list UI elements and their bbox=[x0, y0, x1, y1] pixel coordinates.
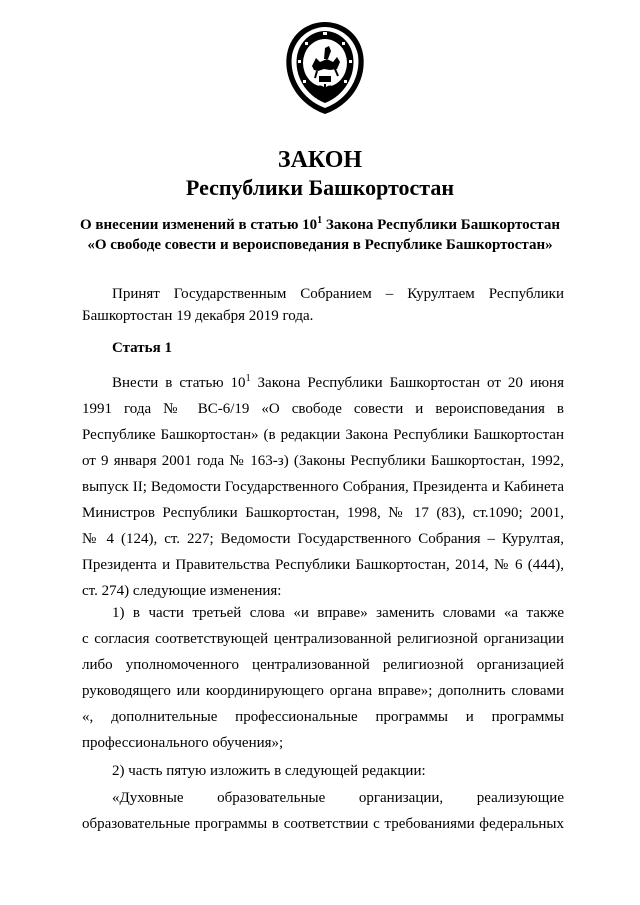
paragraph-line: ст. 274) следующие изменения: bbox=[82, 583, 282, 599]
accepted-line-1: Принят Государственным Собранием – Курултаем Республики bbox=[112, 286, 564, 302]
paragraph-line: с согласия соответствующей централизованной религиозной организации bbox=[82, 631, 564, 647]
paragraph-line: либо уполномоченного централизованной религиозной организацией bbox=[82, 657, 564, 673]
accepted-statement bbox=[82, 283, 564, 327]
paragraph-line: Республике Башкортостан» (в редакции Закона Республики Башкортостан bbox=[82, 427, 564, 443]
subtitle-line-1 bbox=[60, 215, 580, 235]
paragraph-line: профессионального обучения»; bbox=[82, 735, 284, 751]
article-1-item-1 bbox=[82, 600, 564, 756]
article-heading: Статья 1 bbox=[112, 340, 172, 356]
subtitle-line-1-superscript: 1 bbox=[317, 215, 323, 226]
paragraph-line: от 9 января 2001 года № 163-з) (Законы Республики Башкортостан, 1992, bbox=[82, 453, 564, 469]
paragraph-line: 1) в части третьей слова «и вправе» заменить словами «а также bbox=[112, 605, 564, 621]
paragraph-line: образовательные программы в соответствии с требованиями федеральных bbox=[82, 816, 564, 832]
paragraph-line-superscript: 1 bbox=[245, 373, 251, 384]
paragraph-line-text-a: Внести в статью 10 bbox=[112, 375, 246, 391]
law-title: ЗАКОН bbox=[277, 147, 363, 173]
bashkortostan-coat-of-arms-icon bbox=[283, 18, 367, 118]
paragraph-line: руководящего или координирующего органа вправе»; дополнить словами bbox=[82, 683, 564, 699]
subtitle-line-2: «О свободе совести и вероисповедания в Республике Башкортостан» bbox=[87, 237, 553, 253]
accepted-line-2: Башкортостан 19 декабря 2019 года. bbox=[82, 308, 314, 324]
paragraph-line: 1991 года № ВС-6/19 «О свободе совести и вероисповедания в bbox=[82, 401, 564, 417]
article-1-paragraph-1 bbox=[82, 370, 564, 604]
paragraph-line bbox=[82, 370, 564, 396]
paragraph-line-text-b: Закона Республики Башкортостан от 20 июня bbox=[250, 375, 564, 391]
paragraph-line: выпуск II; Ведомости Государственного Собрания, Президента и Кабинета bbox=[82, 479, 564, 495]
paragraph-line: «, дополнительные профессиональные программы и программы bbox=[82, 709, 564, 725]
paragraph-line: № 4 (124), ст. 227; Ведомости Государственного Собрания – Курултая, bbox=[82, 531, 564, 547]
law-subtitle bbox=[60, 215, 580, 255]
subtitle-line-1-text-a: О внесении изменений в статью 10 bbox=[79, 217, 318, 233]
paragraph-line: 2) часть пятую изложить в следующей редакции: bbox=[112, 763, 426, 779]
quoted-new-text bbox=[82, 785, 564, 837]
paragraph-line: Министров Республики Башкортостан, 1998, № 17 (83), ст.1090; 2001, bbox=[82, 505, 564, 521]
subtitle-line-1-text-b: Закона Республики Башкортостан bbox=[322, 217, 560, 233]
paragraph-line: Президента и Правительства Республики Башкортостан, 2014, № 6 (444), bbox=[82, 557, 564, 573]
law-region-title: Республики Башкортостан bbox=[185, 175, 455, 200]
paragraph-line: «Духовные образовательные организации, реализующие bbox=[112, 790, 564, 806]
article-1-item-2 bbox=[82, 758, 564, 784]
